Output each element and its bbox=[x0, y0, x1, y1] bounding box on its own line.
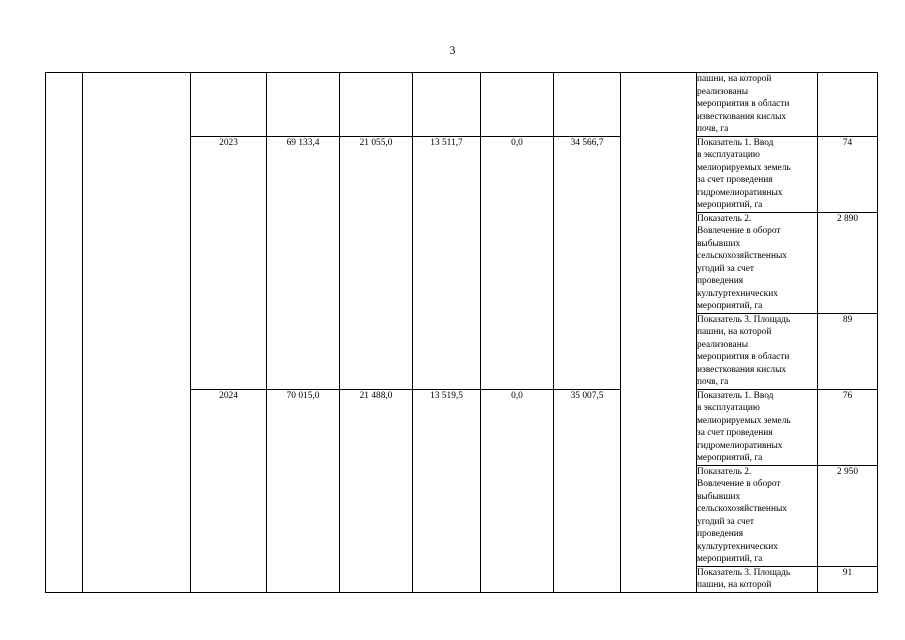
regional-budget-cell: 13 519,5 bbox=[413, 389, 481, 592]
indicator-value-cell: 89 bbox=[818, 313, 878, 389]
federal-budget-cell: 21 055,0 bbox=[340, 136, 413, 389]
indicator-name-cell bbox=[697, 465, 818, 566]
indicator-text: пашни, на которой реализованы мероприятия в области известкования кислых почв, га bbox=[697, 74, 790, 134]
total-cell: 69 133,4 bbox=[267, 136, 340, 389]
indicator-value-cell: 2 890 bbox=[818, 212, 878, 313]
indicator-text: Показатель 1. Ввод в эксплуатацию мелиорируемых земель за счет проведения гидромелиоративных мероприятий, га bbox=[697, 137, 791, 210]
indicator-name-cell bbox=[697, 73, 818, 137]
indicator-value-cell: 91 bbox=[818, 566, 878, 592]
indicator-text: Показатель 1. Ввод в эксплуатацию мелиорируемых земель за счет проведения гидромелиоративных мероприятий, га bbox=[697, 390, 791, 463]
indicator-name-cell bbox=[697, 212, 818, 313]
total-cell bbox=[267, 73, 340, 137]
page-number: 3 bbox=[449, 43, 456, 57]
indicator-name-cell bbox=[697, 389, 818, 465]
local-budget-cell bbox=[481, 73, 554, 137]
indicator-name-cell bbox=[697, 313, 818, 389]
table-row bbox=[46, 73, 878, 137]
federal-budget-cell bbox=[340, 73, 413, 137]
indicator-value-cell bbox=[818, 73, 878, 137]
local-budget-cell: 0,0 bbox=[481, 136, 554, 389]
indicator-text: Показатель 2. Вовлечение в оборот выбывших сельскохозяйственных угодий за счет проведения культуртехнических мероприятий, га bbox=[697, 213, 787, 311]
indicator-text: Показатель 3. Площадь пашни, на которой реализованы мероприятия в области известкования кислых почв, га bbox=[697, 314, 791, 387]
indicator-name-cell bbox=[697, 566, 818, 592]
federal-budget-cell: 21 488,0 bbox=[340, 389, 413, 592]
other-sources-cell: 35 007,5 bbox=[554, 389, 621, 592]
indicator-text: Показатель 2. Вовлечение в оборот выбывших сельскохозяйственных угодий за счет проведения культуртехнических мероприятий, га bbox=[697, 466, 787, 564]
executor-cell bbox=[621, 73, 697, 593]
indicator-text: Показатель 3. Площадь пашни, на которой bbox=[697, 567, 791, 590]
regional-budget-cell bbox=[413, 73, 481, 137]
year-cell: 2023 bbox=[191, 136, 267, 389]
indicator-value-cell: 74 bbox=[818, 136, 878, 212]
indicator-value-cell: 76 bbox=[818, 389, 878, 465]
activity-name-cell bbox=[83, 73, 191, 593]
regional-budget-cell: 13 511,7 bbox=[413, 136, 481, 389]
number-column-cell bbox=[46, 73, 83, 593]
local-budget-cell: 0,0 bbox=[481, 389, 554, 592]
program-table bbox=[45, 72, 878, 593]
indicator-value-cell: 2 950 bbox=[818, 465, 878, 566]
other-sources-cell bbox=[554, 73, 621, 137]
total-cell: 70 015,0 bbox=[267, 389, 340, 592]
year-cell bbox=[191, 73, 267, 137]
indicator-name-cell bbox=[697, 136, 818, 212]
year-cell: 2024 bbox=[191, 389, 267, 592]
other-sources-cell: 34 566,7 bbox=[554, 136, 621, 389]
